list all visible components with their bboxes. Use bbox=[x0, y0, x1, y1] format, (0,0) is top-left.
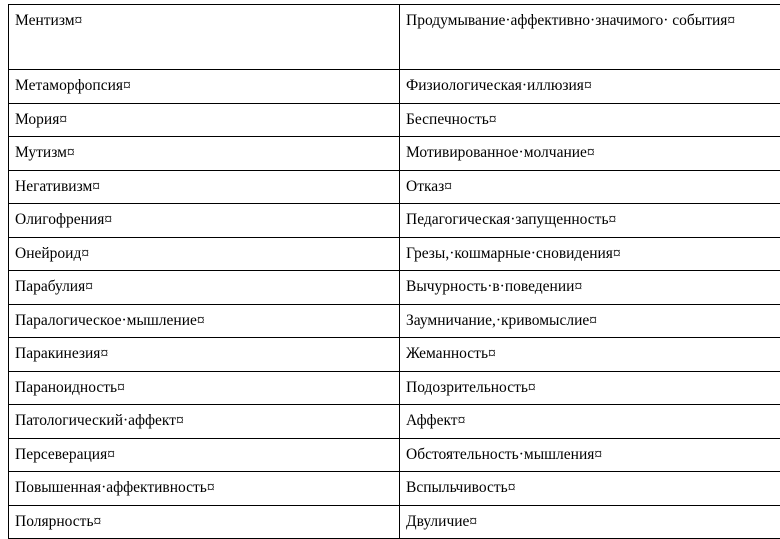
term-cell: Паракинезия¤ bbox=[9, 338, 400, 372]
term-cell: Параноидность¤ bbox=[9, 371, 400, 405]
table-row bbox=[9, 304, 780, 338]
meaning-cell: Жеманность¤ bbox=[400, 338, 780, 372]
meaning-cell: Вспыльчивость¤ bbox=[400, 472, 780, 506]
term-cell: Олигофрения¤ bbox=[9, 204, 400, 238]
table-row bbox=[9, 371, 780, 405]
term-cell: Патологический·аффект¤ bbox=[9, 405, 400, 439]
term-cell: Ментизм¤ bbox=[9, 5, 400, 70]
term-cell: Мутизм¤ bbox=[9, 137, 400, 171]
term-cell: Мория¤ bbox=[9, 103, 400, 137]
term-cell: Персеверация¤ bbox=[9, 438, 400, 472]
meaning-cell: Беспечность¤ bbox=[400, 103, 780, 137]
term-cell: Онейроид¤ bbox=[9, 237, 400, 271]
term-cell: Паралогическое·мышление¤ bbox=[9, 304, 400, 338]
meaning-cell: Вычурность·в·поведении¤ bbox=[400, 271, 780, 305]
meaning-cell: Физиологическая·иллюзия¤ bbox=[400, 70, 780, 104]
table-row bbox=[9, 472, 780, 506]
term-cell: Негативизм¤ bbox=[9, 170, 400, 204]
term-cell: Парабулия¤ bbox=[9, 271, 400, 305]
table-row bbox=[9, 505, 780, 539]
meaning-cell: Мотивированное·молчание¤ bbox=[400, 137, 780, 171]
term-cell: Повышенная·аффективность¤ bbox=[9, 472, 400, 506]
table-row bbox=[9, 204, 780, 238]
table-row bbox=[9, 405, 780, 439]
table-row bbox=[9, 338, 780, 372]
meaning-cell: Отказ¤ bbox=[400, 170, 780, 204]
table-row bbox=[9, 271, 780, 305]
table-row bbox=[9, 137, 780, 171]
meaning-cell: Подозрительность¤ bbox=[400, 371, 780, 405]
terms-table-body bbox=[9, 5, 780, 539]
meaning-cell: Аффект¤ bbox=[400, 405, 780, 439]
meaning-cell: Обстоятельность·мышления¤ bbox=[400, 438, 780, 472]
meaning-cell: Продумывание·аффективно·значимого· события¤ bbox=[400, 5, 780, 70]
table-row bbox=[9, 70, 780, 104]
table-row bbox=[9, 438, 780, 472]
terms-table bbox=[8, 4, 780, 539]
term-cell: Полярность¤ bbox=[9, 505, 400, 539]
table-row bbox=[9, 103, 780, 137]
meaning-cell: Заумничание,·кривомыслие¤ bbox=[400, 304, 780, 338]
term-cell: Метаморфопсия¤ bbox=[9, 70, 400, 104]
table-row bbox=[9, 170, 780, 204]
table-row bbox=[9, 237, 780, 271]
meaning-cell: Двуличие¤ bbox=[400, 505, 780, 539]
meaning-cell: Педагогическая·запущенность¤ bbox=[400, 204, 780, 238]
meaning-cell: Грезы,·кошмарные·сновидения¤ bbox=[400, 237, 780, 271]
table-row bbox=[9, 5, 780, 70]
